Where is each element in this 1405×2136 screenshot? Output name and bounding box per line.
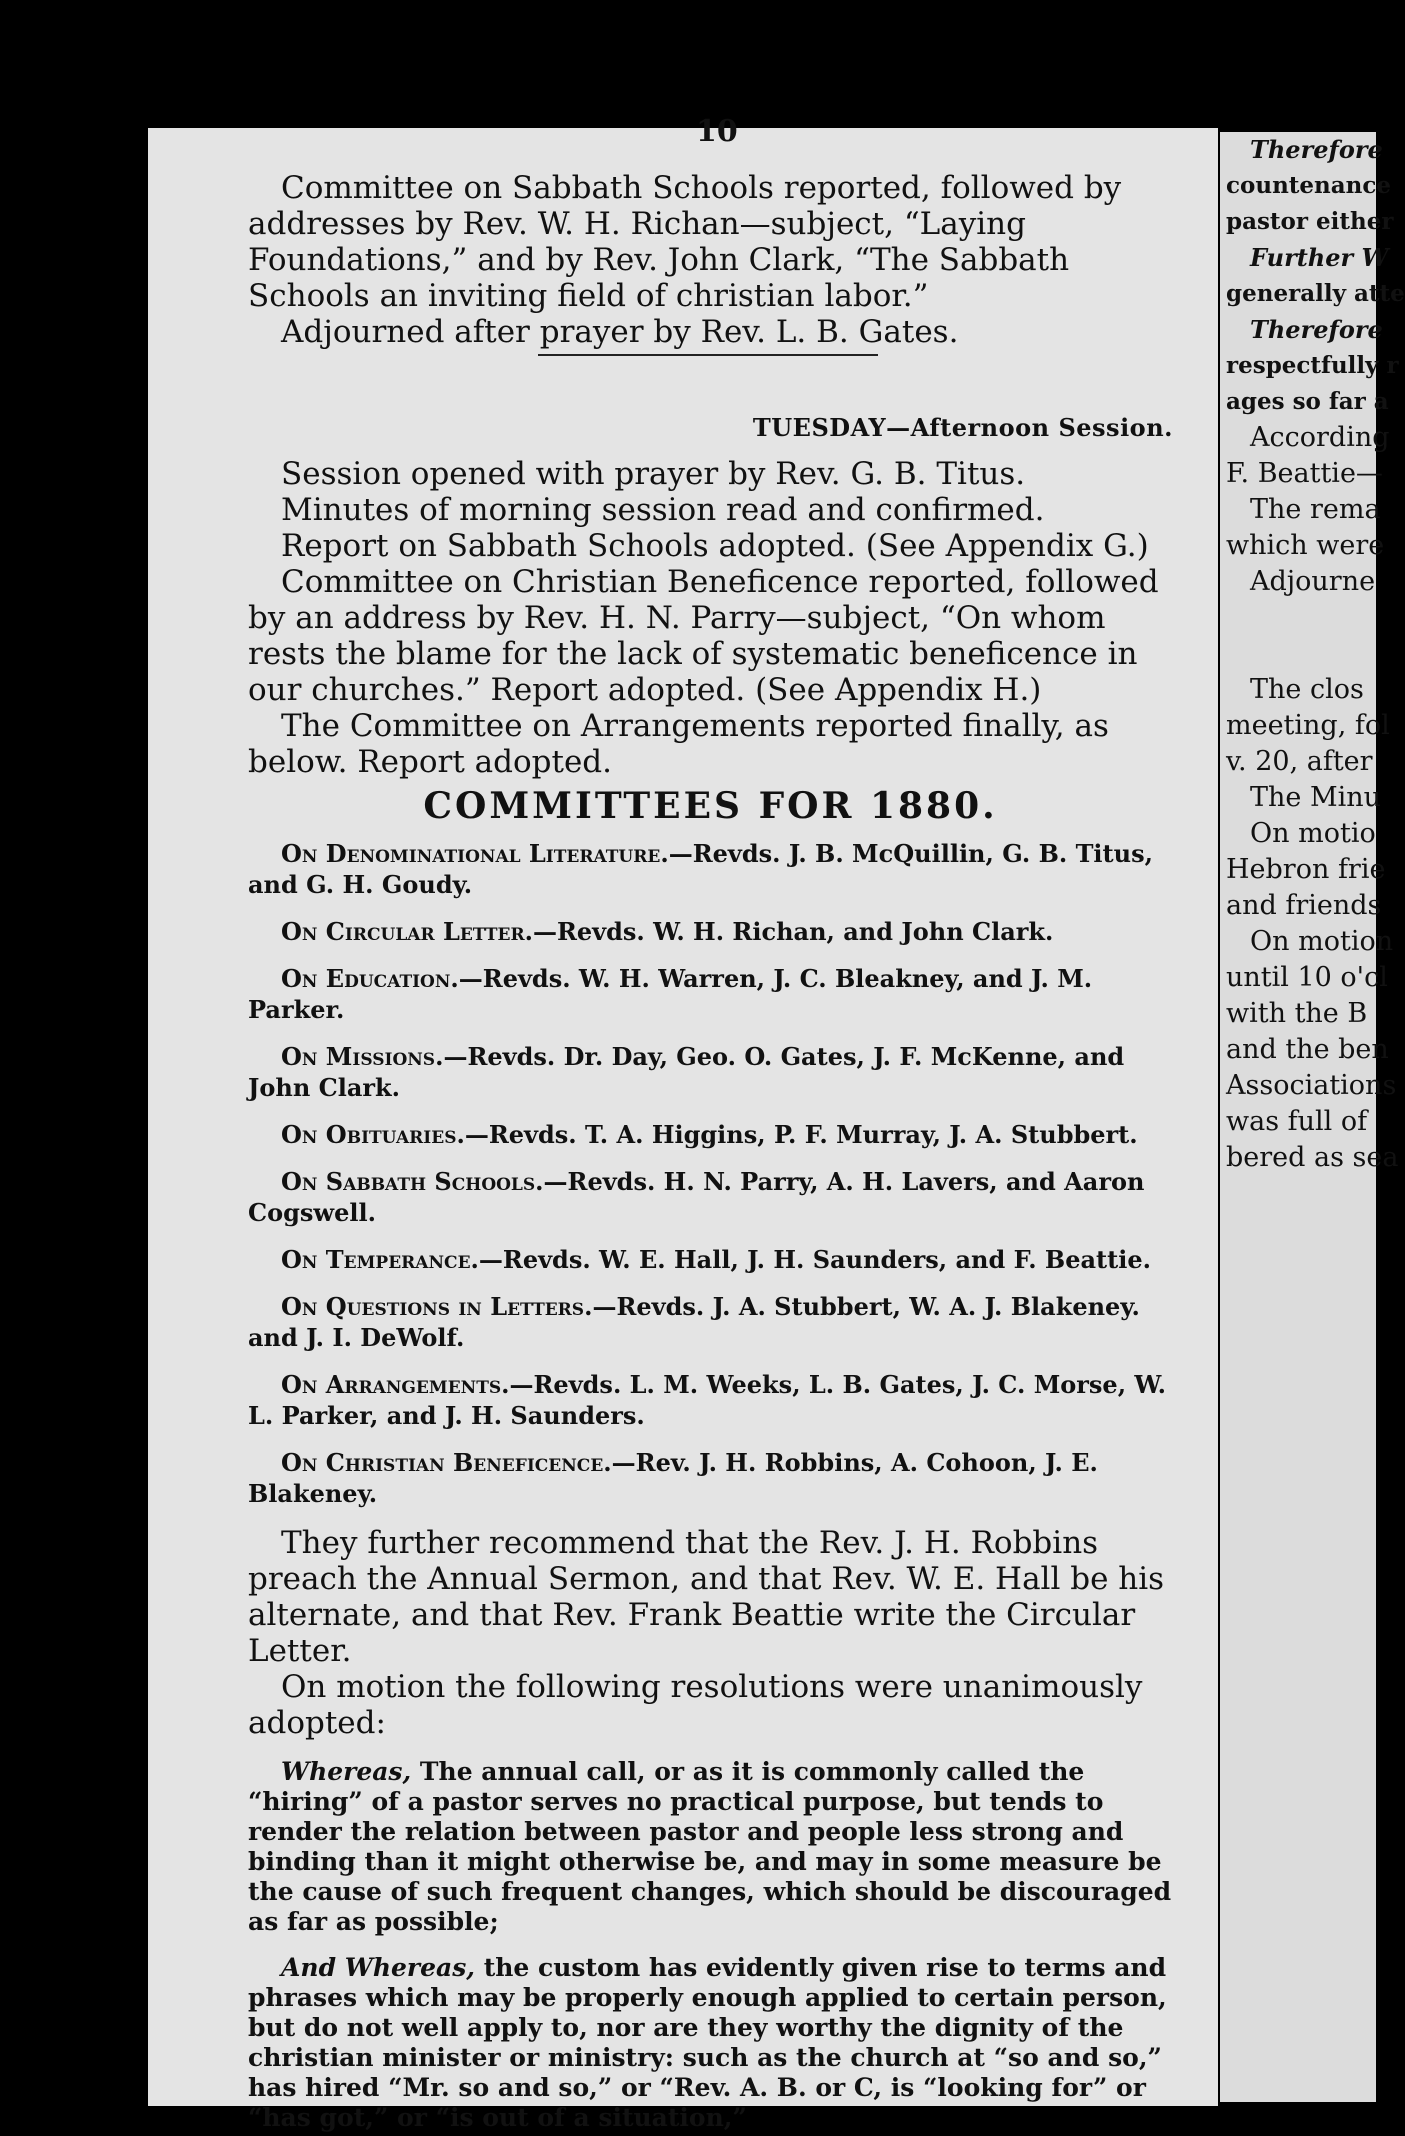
committee-name: On Circular Letter. xyxy=(281,917,533,946)
committee-name: On Christian Beneficence. xyxy=(281,1448,612,1477)
facing-line: was full of xyxy=(1226,1106,1368,1137)
facing-line: Further W xyxy=(1250,243,1389,272)
resolution-text: the custom has evidently given rise to terms and phrases which may be properly enough applied to certain person, but do not well apply to, nor are they worthy the dignity of the christian minister or ministry: such as the church at “so and so,” has hired “Mr. so and so,” or “Rev. A. B. or C, is “looking for” or “has got,” or “is out of a situation,” xyxy=(248,1953,1167,2132)
resolution-text: The annual call, or as it is commonly called the “hiring” of a pastor serves no practical purpose, but tends to render the relation between pastor and people less strong and binding than it might otherwise be, and may in some measure be the cause of such frequent changes, which should be discouraged as far as possible; xyxy=(248,1757,1172,1936)
committee-entry xyxy=(248,838,1173,900)
committee-members: —Revds. W. E. Hall, J. H. Saunders, and F. Beattie. xyxy=(478,1245,1151,1274)
facing-line xyxy=(1220,636,1376,672)
committee-name: On Arrangements. xyxy=(281,1370,510,1399)
page-content xyxy=(248,170,1173,2133)
committee-name: On Obituaries. xyxy=(281,1120,465,1149)
committee-name: On Education. xyxy=(281,964,459,993)
facing-line: and the ben xyxy=(1226,1034,1389,1065)
committees-title: COMMITTEES FOR 1880. xyxy=(423,785,998,827)
facing-line: respectfully r xyxy=(1226,352,1399,379)
facing-line: meeting, fol xyxy=(1226,710,1390,741)
facing-line: and friends xyxy=(1226,890,1382,921)
committee-entry xyxy=(248,1291,1173,1353)
paragraph: They further recommend that the Rev. J. H. Robbins preach the Annual Sermon, and that Rev. W. E. Hall be his alternate, and that Rev. Frank Beattie write the Circular Letter. xyxy=(248,1525,1165,1669)
paragraph: Committee on Sabbath Schools reported, followed by addresses by Rev. W. H. Richan—subject, “Laying Foundations,” and by Rev. John Clark, “The Sabbath Schools an inviting field of christian labor.” xyxy=(248,170,1122,314)
committee-members: —Revds. W. H. Warren, J. C. Bleakney, and J. M. Parker. xyxy=(248,964,1093,1024)
facing-line: which were xyxy=(1226,530,1385,561)
facing-line: Therefore xyxy=(1250,135,1383,164)
committee-members: —Rev. J. H. Robbins, A. Cohoon, J. E. Blakeney. xyxy=(248,1448,1098,1508)
facing-line: bered as sea xyxy=(1226,1142,1399,1173)
committee-entry xyxy=(248,963,1173,1025)
paragraph: Minutes of morning session read and confirmed. xyxy=(281,492,1045,528)
committee-name: On Missions. xyxy=(281,1042,444,1071)
facing-page-fragment xyxy=(1220,132,1405,2102)
facing-line: countenance xyxy=(1226,172,1392,199)
resolution-paragraph xyxy=(248,1757,1173,1937)
facing-line: with the B xyxy=(1226,998,1368,1029)
committee-members: —Revds. T. A. Higgins, P. F. Murray, J. A. Stubbert. xyxy=(464,1120,1138,1149)
paragraph: Session opened with prayer by Rev. G. B. Titus. xyxy=(281,456,1026,492)
resolution-paragraph xyxy=(248,1953,1173,2133)
facing-line: ages so far a xyxy=(1226,388,1389,415)
facing-line: According xyxy=(1250,422,1390,453)
facing-line: generally atte xyxy=(1226,280,1405,307)
session-heading: TUESDAY—Afternoon Session. xyxy=(752,413,1173,442)
committee-members: —Revds. W. H. Richan, and John Clark. xyxy=(532,917,1054,946)
committee-entry xyxy=(248,916,1173,947)
book-page xyxy=(148,114,1218,2132)
committee-members: —Revds. L. M. Weeks, L. B. Gates, J. C. Morse, W. L. Parker, and J. H. Saunders. xyxy=(248,1370,1166,1430)
section-divider xyxy=(538,354,878,356)
paragraph: On motion the following resolutions were unanimously adopted: xyxy=(248,1669,1143,1741)
committee-entry xyxy=(248,1447,1173,1509)
paragraph: The Committee on Arrangements reported finally, as below. Report adopted. xyxy=(248,708,1109,780)
committee-members: —Revds. H. N. Parry, A. H. Lavers, and Aaron Cogswell. xyxy=(248,1167,1145,1227)
facing-line: The clos xyxy=(1250,674,1364,705)
facing-line xyxy=(1220,600,1376,636)
committee-name: On Denominational Literature. xyxy=(281,839,669,868)
committee-name: On Temperance. xyxy=(281,1245,479,1274)
resolution-lead: And Whereas, xyxy=(281,1953,475,1982)
paragraph: Report on Sabbath Schools adopted. (See Appendix G.) xyxy=(281,528,1149,564)
committee-entry xyxy=(248,1041,1173,1103)
facing-line: until 10 o'cl xyxy=(1226,962,1388,993)
facing-line: Adjourne xyxy=(1250,566,1376,597)
paragraph: Committee on Christian Beneficence reported, followed by an address by Rev. H. N. Parry—subject, “On whom rests the blame for the lack of systematic beneficence in our churches.” Report adopted. (See Appendix H.) xyxy=(248,564,1159,708)
facing-line: pastor either xyxy=(1226,208,1394,235)
committee-name: On Questions in Letters. xyxy=(281,1292,593,1321)
committee-members: —Revds. J. A. Stubbert, W. A. J. Blakeney. and J. I. DeWolf. xyxy=(248,1292,1140,1352)
committee-entry xyxy=(248,1166,1173,1228)
resolution-lead: Whereas, xyxy=(281,1757,412,1786)
facing-line: On motion xyxy=(1250,926,1394,957)
paragraph: Adjourned after prayer by Rev. L. B. Gates. xyxy=(281,314,959,350)
page-number: 10 xyxy=(696,114,738,149)
committee-entry xyxy=(248,1244,1173,1275)
committee-members: —Revds. Dr. Day, Geo. O. Gates, J. F. McKenne, and John Clark. xyxy=(248,1042,1125,1102)
facing-line: v. 20, after xyxy=(1226,746,1373,777)
facing-line: The rema xyxy=(1250,494,1381,525)
committee-name: On Sabbath Schools. xyxy=(281,1167,544,1196)
facing-line: Hebron frie xyxy=(1226,854,1386,885)
committee-members: —Revds. J. B. McQuillin, G. B. Titus, and G. H. Goudy. xyxy=(248,839,1153,899)
facing-line: Therefore xyxy=(1250,315,1383,344)
facing-line: F. Beattie— xyxy=(1226,458,1383,489)
facing-line: Associations xyxy=(1226,1070,1397,1101)
facing-line: On motio xyxy=(1250,818,1376,849)
committee-entry xyxy=(248,1119,1173,1150)
facing-line: The Minu xyxy=(1250,782,1382,813)
committee-entry xyxy=(248,1369,1173,1431)
